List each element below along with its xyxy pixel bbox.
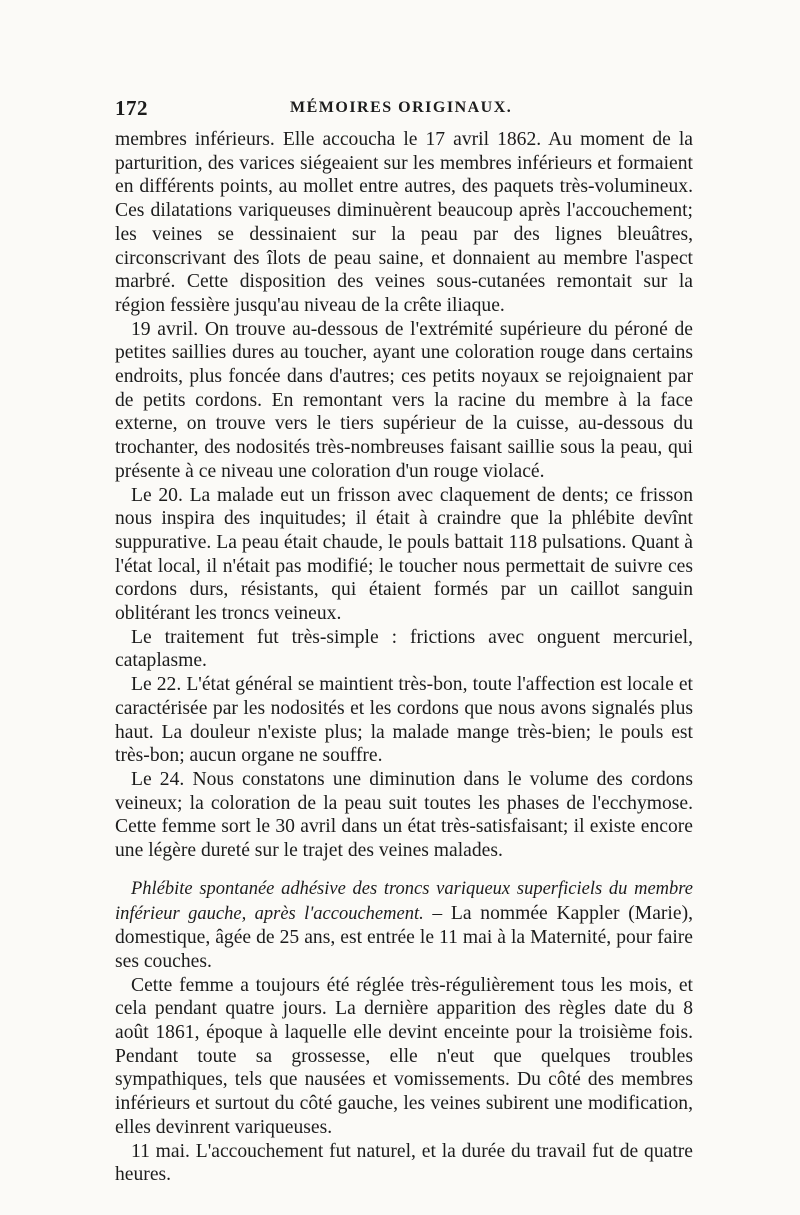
page-header bbox=[115, 96, 695, 122]
running-title: MÉMOIRES ORIGINAUX. bbox=[290, 99, 513, 116]
paragraph-le-22: Le 22. L'état général se maintient très-bon, toute l'affection est locale et caractérisée par les nodosités et les cordons que nous avons signalés plus haut. La douleur n'existe plus; la malade mange très-bien; le pouls est très-bon; aucun organe ne souffre. bbox=[115, 674, 693, 767]
paragraph-history: Cette femme a toujours été réglée très-régulièrement tous les mois, et cela pendant quatre jours. La dernière apparition des règles date du 8 août 1861, époque à laquelle elle devint enceinte pour la troisième fois. Pendant toute sa grossesse, elle n'eut que quelques troubles sympathiques, tels que nausées et vomissements. Du côté des membres inférieurs et surtout du côté gauche, les veines subirent une modification, elles devinrent variqueuses. bbox=[115, 974, 693, 1138]
paragraph-le-20: Le 20. La malade eut un frisson avec claquement de dents; ce frisson nous inspira des inquitudes; il était à craindre que la phlébite devînt suppurative. La peau était chaude, le pouls battait 118 pulsations. Quant à l'état local, il n'était pas modifié; le toucher nous permettait de suivre ces cordons durs, résistants, qui étaient formés par un caillot sanguin oblitérant les troncs veineux. bbox=[115, 484, 693, 625]
paragraph-may-11: 11 mai. L'accouchement fut naturel, et la durée du travail fut de quatre heures. bbox=[115, 1140, 693, 1186]
paragraph-treatment: Le traitement fut très-simple : frictions avec onguent mercuriel, cataplasme. bbox=[115, 626, 693, 672]
case-heading-title: Phlébite spontanée adhésive des troncs variqueux superficiels du membre inférieur gauche, après l'accouchement. bbox=[115, 878, 693, 924]
paragraph-le-24: Le 24. Nous constatons une diminution dans le volume des cordons veineux; la coloration de la peau suit toutes les phases de l'ecchymose. Cette femme sort le 30 avril dans un état très-satisfaisant; il existe encore une légère dureté sur le trajet des veines malades. bbox=[115, 768, 693, 862]
case-heading-paragraph bbox=[115, 877, 693, 974]
paragraph-april-19: 19 avril. On trouve au-dessous de l'extrémité supérieure du péroné de petites saillies dures au toucher, ayant une coloration rouge dans certains endroits, plus foncée dans d'autres; ces petits noyaux se rejoignaient par de petits cordons. En remontant vers la racine du membre à la face externe, on trouve vers le tiers supérieur de la cuisse, au-dessous du trochanter, des nodosités très-nombreuses faisant saillie sous la peau, qui présente à ce niveau une coloration d'un rouge violacé. bbox=[115, 318, 693, 482]
page-number: 172 bbox=[115, 96, 148, 120]
case-heading-text: – La nommée Kappler (Marie), domestique, âgée de 25 ans, est entrée le 11 mai à la Maternité, pour faire ses couches. bbox=[115, 902, 693, 972]
body-text bbox=[115, 128, 693, 1187]
paragraph-continuation: membres inférieurs. Elle accoucha le 17 avril 1862. Au moment de la parturition, des varices siégeaient sur les membres inférieurs et formaient en différents points, au mollet entre autres, des paquets très-volumineux. Ces dilatations variqueuses diminuèrent beaucoup après l'accouchement; les veines se dessinaient sur la peau par des lignes bleuâtres, circonscrivant des îlots de peau saine, et donnaient au membre l'aspect marbré. Cette disposition des veines sous-cutanées remontait sur la région fessière jusqu'au niveau de la crête iliaque. bbox=[115, 129, 693, 316]
